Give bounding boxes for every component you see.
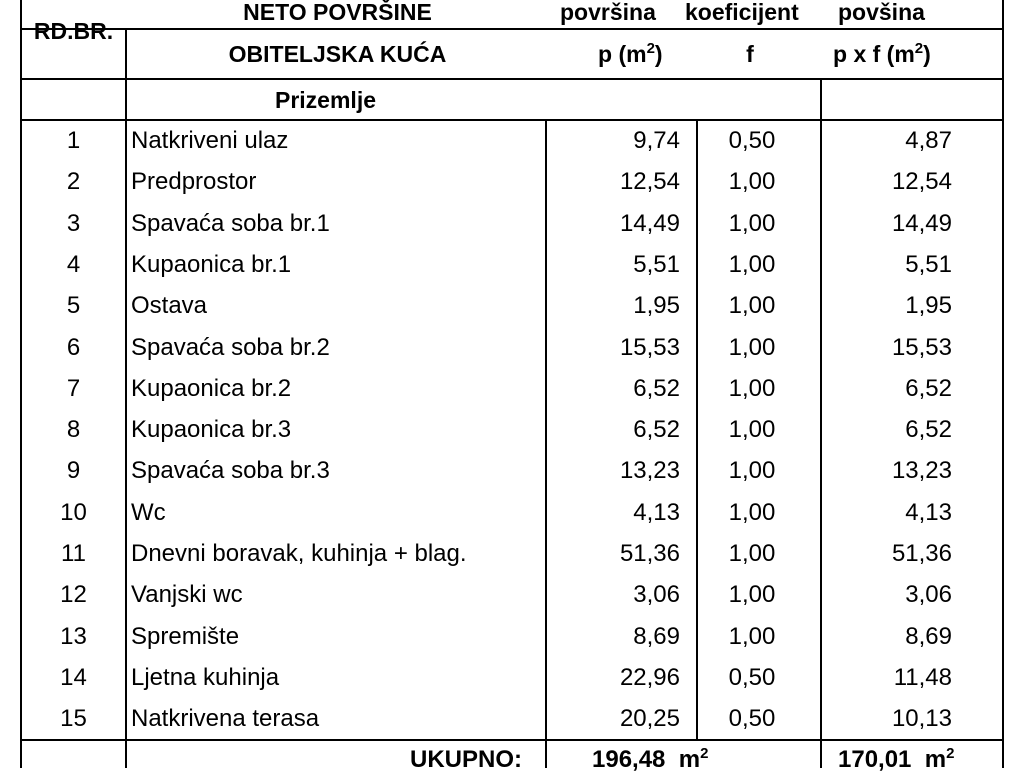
room-name: Kupaonica br.1	[131, 251, 292, 278]
row-number: 4	[66, 251, 81, 278]
room-coef: 1,00	[728, 540, 776, 567]
total-net: 170,01 $m^2$	[838, 745, 955, 773]
room-net: 13,23	[891, 457, 952, 484]
room-name: Spavaća soba br.1	[131, 210, 330, 237]
room-net: 5,51	[905, 251, 952, 278]
row-number: 3	[66, 210, 81, 237]
room-area: 4,13	[633, 499, 680, 526]
room-coef: 0,50	[728, 664, 776, 691]
rule-header	[20, 78, 1004, 80]
room-coef: 0,50	[728, 127, 776, 154]
row-number: 12	[60, 581, 87, 608]
room-area: 13,23	[619, 457, 680, 484]
room-net: 12,54	[891, 168, 952, 195]
room-coef: 0,50	[728, 705, 776, 732]
net-col-unit: p x f $(m^2)$	[833, 40, 931, 67]
row-number: 8	[66, 416, 81, 443]
room-coef: 1,00	[728, 581, 776, 608]
room-area: 9,74	[633, 127, 680, 154]
room-area: 5,51	[633, 251, 680, 278]
room-net: 1,95	[905, 292, 952, 319]
room-area: 51,36	[619, 540, 680, 567]
room-net: 4,87	[905, 127, 952, 154]
table-subtitle: OBITELJSKA KUĆA	[228, 41, 447, 67]
room-net: 11,48	[893, 664, 952, 691]
room-net: 3,06	[905, 581, 952, 608]
room-name: Kupaonica br.2	[131, 375, 292, 402]
room-name: Spavaća soba br.2	[131, 334, 330, 361]
room-area: 14,49	[619, 210, 680, 237]
rule-right	[1002, 0, 1004, 768]
rule-floor	[20, 119, 1004, 121]
room-coef: 1,00	[728, 334, 776, 361]
room-area: 20,25	[619, 705, 680, 732]
room-net: 15,53	[891, 334, 952, 361]
row-number: 10	[60, 499, 87, 526]
room-coef: 1,00	[728, 375, 776, 402]
row-number: 11	[61, 540, 86, 567]
row-number: 2	[66, 168, 81, 195]
room-net: 14,49	[891, 210, 952, 237]
room-name: Spavaća soba br.3	[131, 457, 330, 484]
row-number: 15	[60, 705, 87, 732]
room-name: Ostava	[131, 292, 208, 319]
room-area: 3,06	[633, 581, 680, 608]
room-area: 22,96	[619, 664, 680, 691]
row-number: 9	[66, 457, 81, 484]
room-coef: 1,00	[728, 168, 776, 195]
rule-top	[20, 28, 1004, 30]
room-coef: 1,00	[728, 251, 776, 278]
room-name: Spremište	[131, 623, 240, 650]
row-number: 13	[60, 623, 87, 650]
room-name: Natkrivena terasa	[131, 705, 320, 732]
area-col-top: površina	[560, 0, 656, 25]
floor-label: Prizemlje	[275, 87, 376, 113]
row-number: 5	[66, 292, 81, 319]
total-label: UKUPNO:	[410, 746, 522, 773]
room-area: 15,53	[619, 334, 680, 361]
total-area: 196,48 $m^2$	[592, 745, 709, 773]
room-net: 8,69	[905, 623, 952, 650]
row-number: 14	[60, 664, 87, 691]
room-net: 51,36	[891, 540, 952, 567]
room-name: Predprostor	[131, 168, 257, 195]
room-coef: 1,00	[728, 623, 776, 650]
room-name: Vanjski wc	[131, 581, 243, 608]
room-coef: 1,00	[728, 457, 776, 484]
room-area: 6,52	[633, 416, 680, 443]
coef-col-unit: f	[746, 41, 754, 67]
row-number: 7	[66, 375, 81, 402]
room-area: 12,54	[619, 168, 680, 195]
rb-col-header: RD.BR.	[33, 18, 114, 44]
room-net: 6,52	[905, 375, 952, 402]
room-name: Ljetna kuhinja	[131, 664, 280, 691]
room-net: 4,13	[905, 499, 952, 526]
rule-name	[545, 119, 547, 768]
room-area: 6,52	[633, 375, 680, 402]
room-coef: 1,00	[728, 416, 776, 443]
area-col-unit: p $(m^2)$	[598, 40, 663, 67]
table-title: NETO POVRŠINE	[243, 0, 432, 25]
net-col-top: povšina	[838, 0, 925, 25]
coef-col-top: koeficijent	[685, 0, 799, 25]
room-name: Dnevni boravak, kuhinja + blag.	[131, 540, 467, 567]
room-name: Natkriveni ulaz	[131, 127, 289, 154]
row-number: 6	[66, 334, 81, 361]
room-area: 8,69	[633, 623, 680, 650]
rule-total	[20, 739, 1004, 741]
rule-rb	[125, 28, 127, 768]
room-coef: 1,00	[728, 292, 776, 319]
row-number: 1	[66, 127, 81, 154]
room-coef: 1,00	[728, 499, 776, 526]
room-name: Wc	[131, 499, 166, 526]
room-net: 6,52	[905, 416, 952, 443]
room-coef: 1,00	[728, 210, 776, 237]
room-net: 10,13	[891, 705, 952, 732]
room-area: 1,95	[633, 292, 680, 319]
room-name: Kupaonica br.3	[131, 416, 292, 443]
